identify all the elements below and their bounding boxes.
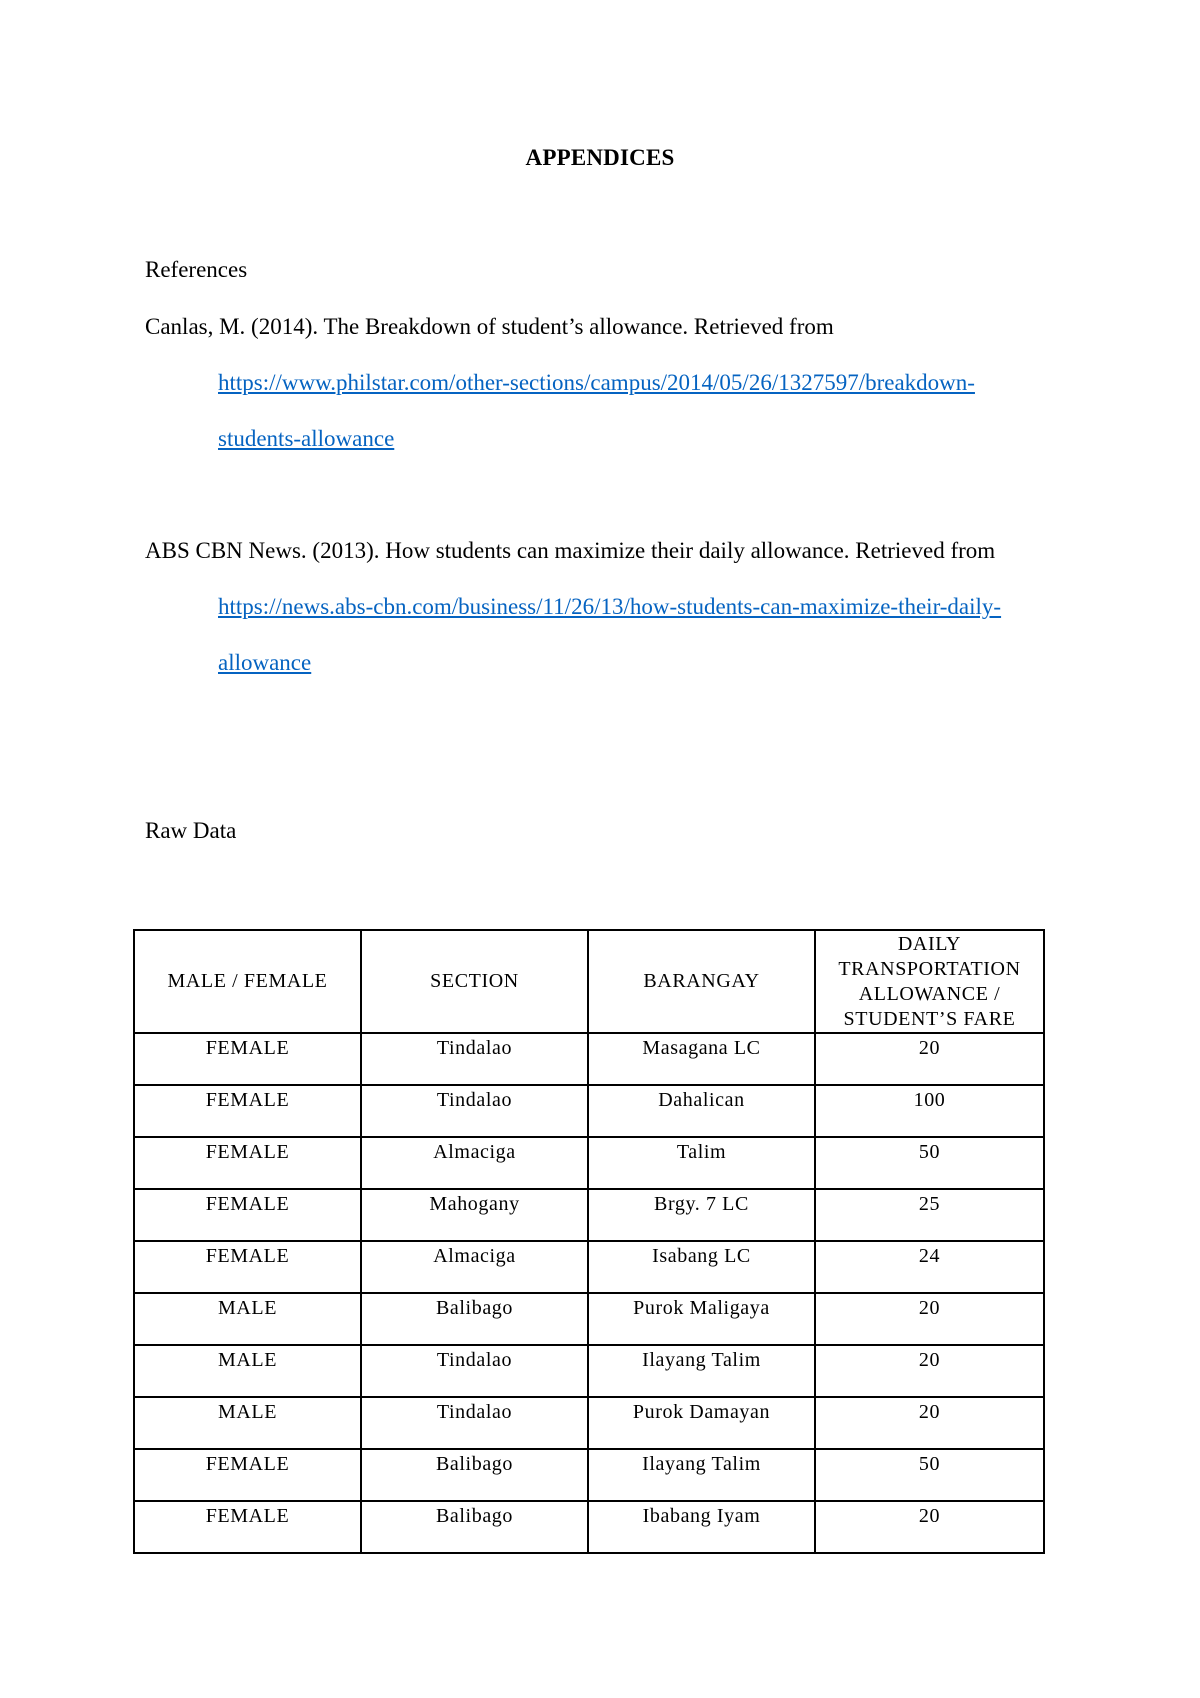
table-header-row	[134, 930, 1044, 1033]
reference-entry	[145, 523, 1065, 691]
cell-barangay: Brgy. 7 LC	[588, 1189, 815, 1241]
cell-sex: FEMALE	[134, 1033, 361, 1085]
cell-sex: FEMALE	[134, 1449, 361, 1501]
reference-link-continued[interactable]: students-allowance	[218, 426, 395, 451]
reference-citation: Canlas, M. (2014). The Breakdown of student’s allowance. Retrieved from	[145, 314, 834, 339]
cell-section: Almaciga	[361, 1241, 588, 1293]
reference-link[interactable]: https://www.philstar.com/other-sections/campus/2014/05/26/1327597/breakdown-	[218, 370, 975, 395]
reference-link-continued[interactable]: allowance	[218, 650, 312, 675]
cell-section: Tindalao	[361, 1345, 588, 1397]
references-heading: References	[145, 257, 248, 282]
cell-sex: FEMALE	[134, 1189, 361, 1241]
column-header-section: SECTION	[361, 930, 588, 1033]
cell-barangay: Purok Damayan	[588, 1397, 815, 1449]
raw-data-table	[133, 929, 1045, 1554]
cell-section: Balibago	[361, 1501, 588, 1553]
cell-sex: FEMALE	[134, 1085, 361, 1137]
cell-section: Tindalao	[361, 1085, 588, 1137]
cell-allowance: 20	[815, 1293, 1044, 1345]
cell-section: Tindalao	[361, 1397, 588, 1449]
cell-allowance: 100	[815, 1085, 1044, 1137]
cell-section: Balibago	[361, 1293, 588, 1345]
cell-barangay: Talim	[588, 1137, 815, 1189]
cell-section: Balibago	[361, 1449, 588, 1501]
cell-barangay: Masagana LC	[588, 1033, 815, 1085]
cell-allowance: 24	[815, 1241, 1044, 1293]
table-row	[134, 1449, 1044, 1501]
cell-barangay: Ilayang Talim	[588, 1449, 815, 1501]
reference-link[interactable]: https://news.abs-cbn.com/business/11/26/13/how-students-can-maximize-their-daily-	[218, 594, 1002, 619]
page-title: APPENDICES	[525, 145, 675, 170]
cell-sex: MALE	[134, 1397, 361, 1449]
cell-allowance: 20	[815, 1397, 1044, 1449]
table-row	[134, 1501, 1044, 1553]
cell-section: Almaciga	[361, 1137, 588, 1189]
cell-sex: MALE	[134, 1293, 361, 1345]
cell-sex: FEMALE	[134, 1137, 361, 1189]
cell-allowance: 50	[815, 1137, 1044, 1189]
reference-entry	[145, 299, 1065, 467]
cell-allowance: 20	[815, 1345, 1044, 1397]
cell-section: Tindalao	[361, 1033, 588, 1085]
table-row	[134, 1293, 1044, 1345]
table-row	[134, 1137, 1044, 1189]
column-header-allowance: DAILY TRANSPORTATION ALLOWANCE / STUDENT’S FARE	[815, 930, 1044, 1033]
cell-barangay: Ibabang Iyam	[588, 1501, 815, 1553]
raw-data-heading: Raw Data	[145, 818, 237, 843]
table-row	[134, 1189, 1044, 1241]
cell-allowance: 20	[815, 1033, 1044, 1085]
table-row	[134, 1241, 1044, 1293]
reference-citation: ABS CBN News. (2013). How students can maximize their daily allowance. Retrieved from	[145, 538, 996, 563]
cell-allowance: 25	[815, 1189, 1044, 1241]
cell-sex: FEMALE	[134, 1501, 361, 1553]
cell-barangay: Isabang LC	[588, 1241, 815, 1293]
table-row	[134, 1397, 1044, 1449]
cell-allowance: 20	[815, 1501, 1044, 1553]
cell-sex: FEMALE	[134, 1241, 361, 1293]
cell-barangay: Dahalican	[588, 1085, 815, 1137]
table-row	[134, 1033, 1044, 1085]
cell-allowance: 50	[815, 1449, 1044, 1501]
column-header-sex: MALE / FEMALE	[134, 930, 361, 1033]
table-row	[134, 1345, 1044, 1397]
column-header-barangay: BARANGAY	[588, 930, 815, 1033]
cell-barangay: Ilayang Talim	[588, 1345, 815, 1397]
cell-sex: MALE	[134, 1345, 361, 1397]
cell-section: Mahogany	[361, 1189, 588, 1241]
table-row	[134, 1085, 1044, 1137]
cell-barangay: Purok Maligaya	[588, 1293, 815, 1345]
